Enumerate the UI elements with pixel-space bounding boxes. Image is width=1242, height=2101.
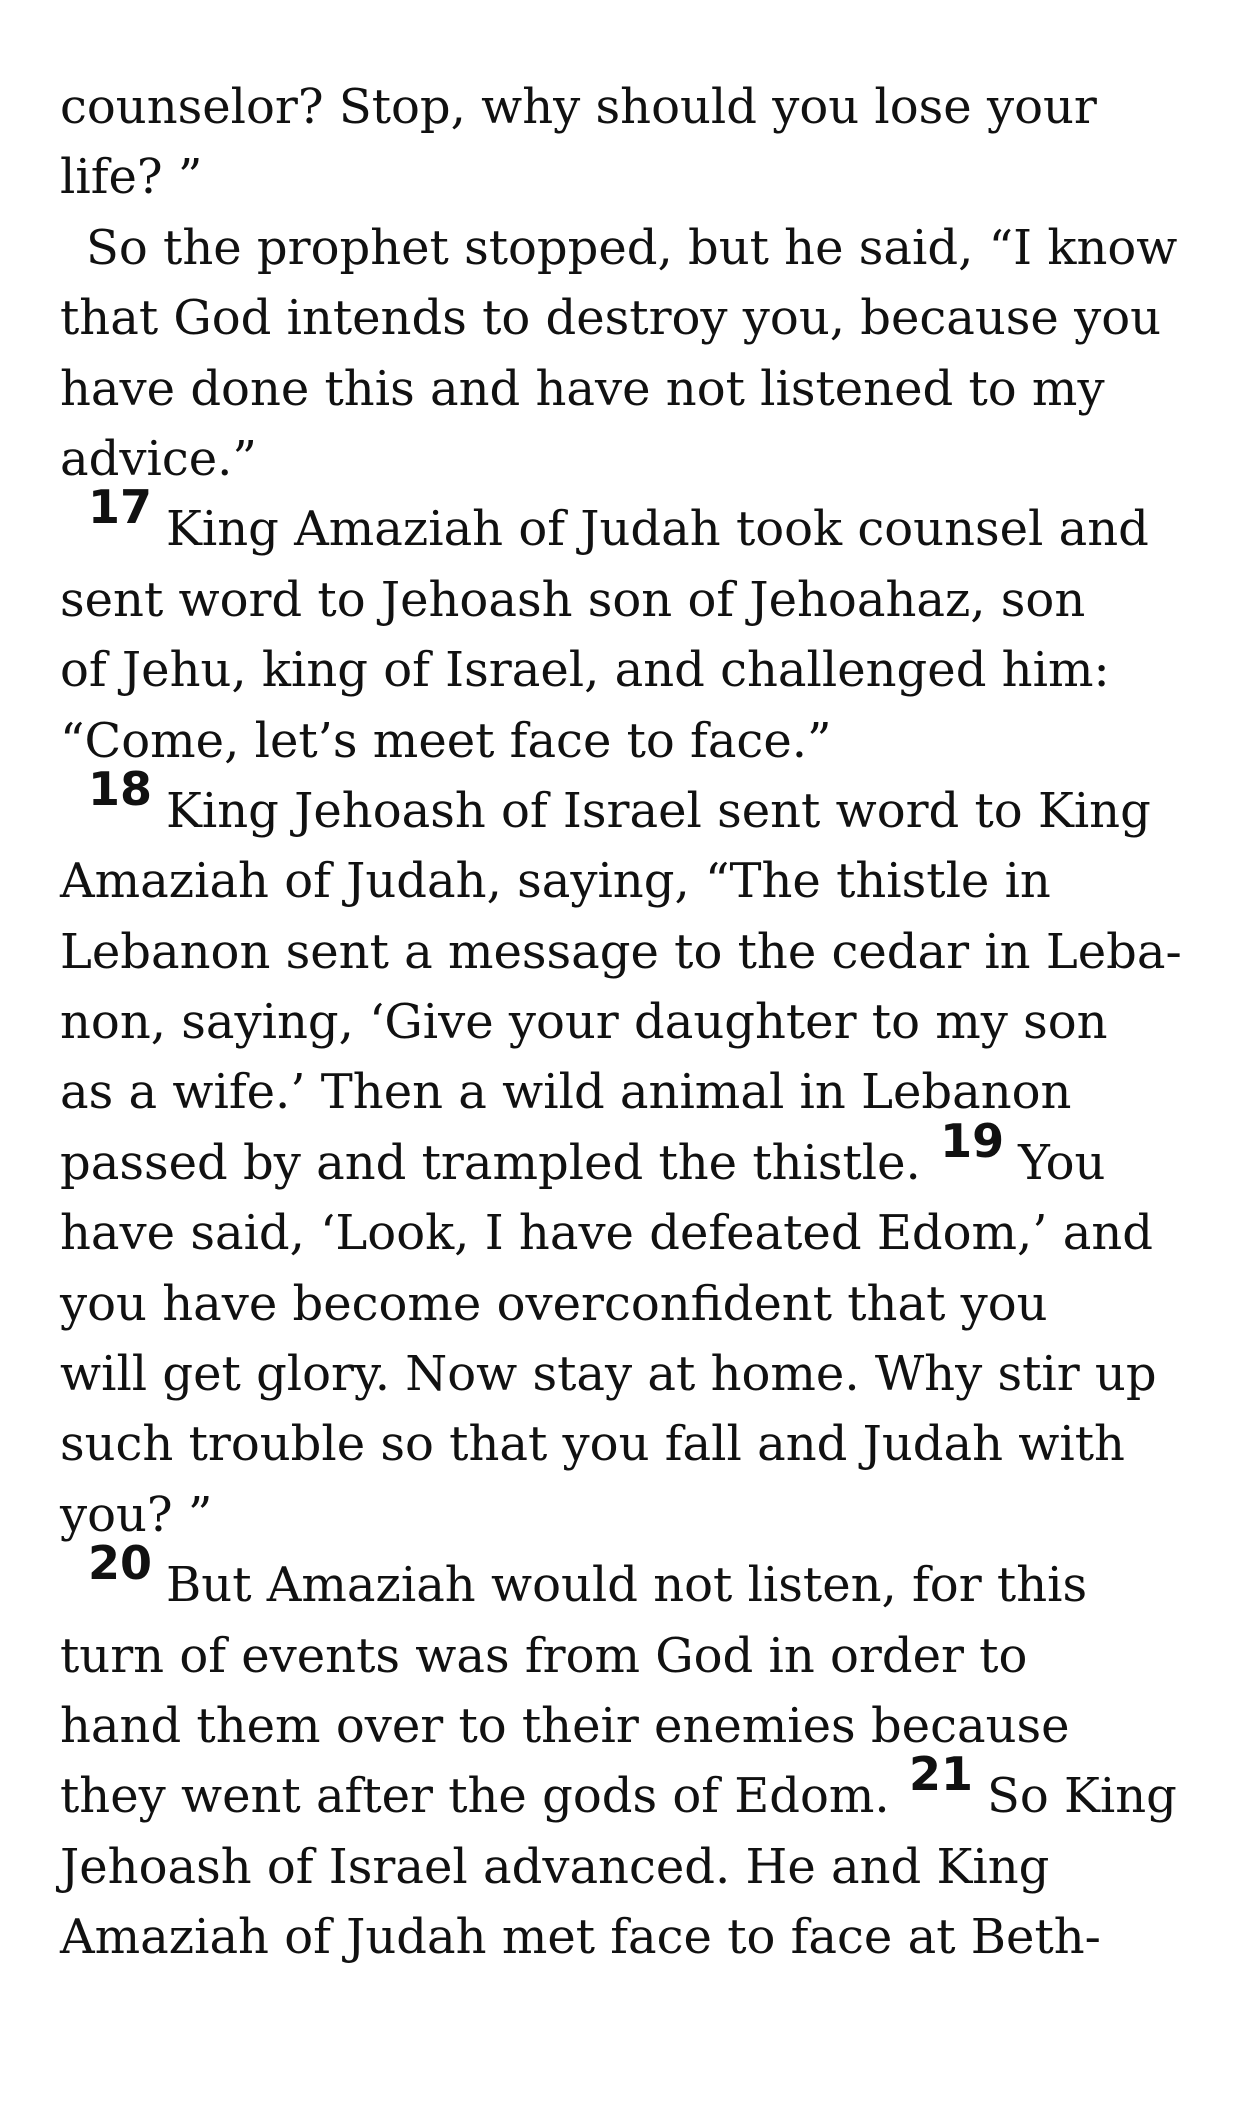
bible-passage bbox=[60, 72, 1190, 1973]
text-line: have said, ‘Look, I have defeated Edom,’ and bbox=[60, 1205, 1154, 1262]
text-line: King Jehoash of Israel sent word to King bbox=[166, 782, 1151, 839]
text-line: have done this and have not listened to my bbox=[60, 360, 1105, 417]
text-line: you have become overconfident that you bbox=[60, 1275, 1048, 1332]
text-line: counselor? Stop, why should you lose your bbox=[60, 79, 1097, 135]
verse-17-line bbox=[60, 480, 1190, 564]
text-line: King Amaziah of Judah took counsel and bbox=[166, 501, 1149, 558]
text-line: Amaziah of Judah met face to face at Beth- bbox=[60, 1909, 1101, 1966]
text-line: But Amaziah would not listen, for this bbox=[166, 1557, 1088, 1614]
verse-number: 19 bbox=[940, 1113, 1005, 1168]
verse-19-line bbox=[60, 1113, 1190, 1198]
text-line: that God intends to destroy you, because you bbox=[60, 290, 1162, 347]
text-line: So King bbox=[986, 1768, 1177, 1825]
text-line: non, saying, ‘Give your daughter to my son bbox=[60, 994, 1108, 1051]
text-line: life? ” bbox=[60, 149, 203, 206]
text-line: You bbox=[1018, 1134, 1106, 1191]
text-line: Lebanon sent a message to the cedar in Leba- bbox=[60, 923, 1182, 980]
text-line: Jehoash of Israel advanced. He and King bbox=[60, 1838, 1050, 1895]
verse-number: 21 bbox=[908, 1747, 973, 1802]
verse-number: 18 bbox=[88, 761, 153, 816]
text-line: as a wife.’ Then a wild animal in Lebanon bbox=[60, 1064, 1072, 1121]
verse-20-line bbox=[60, 1536, 1190, 1620]
verse-18-line bbox=[60, 761, 1190, 846]
text-line: Amaziah of Judah, saying, “The thistle in bbox=[60, 853, 1051, 910]
verse-number: 17 bbox=[88, 480, 153, 535]
text-line: will get glory. Now stay at home. Why stir up bbox=[60, 1346, 1157, 1403]
text-line: hand them over to their enemies because bbox=[60, 1697, 1070, 1754]
text-line: of Jehu, king of Israel, and challenged him: bbox=[60, 642, 1110, 699]
text-line: passed by and trampled the thistle. bbox=[60, 1134, 921, 1191]
text-line: such trouble so that you fall and Judah with bbox=[60, 1416, 1125, 1473]
text-line: they went after the gods of Edom. bbox=[60, 1768, 890, 1825]
text-line: sent word to Jehoash son of Jehoahaz, son bbox=[60, 571, 1086, 628]
text-line: you? ” bbox=[60, 1486, 213, 1543]
verse-number: 20 bbox=[88, 1536, 153, 1591]
verse-21-line bbox=[60, 1747, 1190, 1831]
text-line: So the prophet stopped, but he said, “I know bbox=[86, 219, 1178, 276]
text-line: advice.” bbox=[60, 430, 257, 487]
text-line: turn of events was from God in order to bbox=[60, 1627, 1028, 1684]
text-line: “Come, let’s meet face to face.” bbox=[60, 712, 832, 769]
